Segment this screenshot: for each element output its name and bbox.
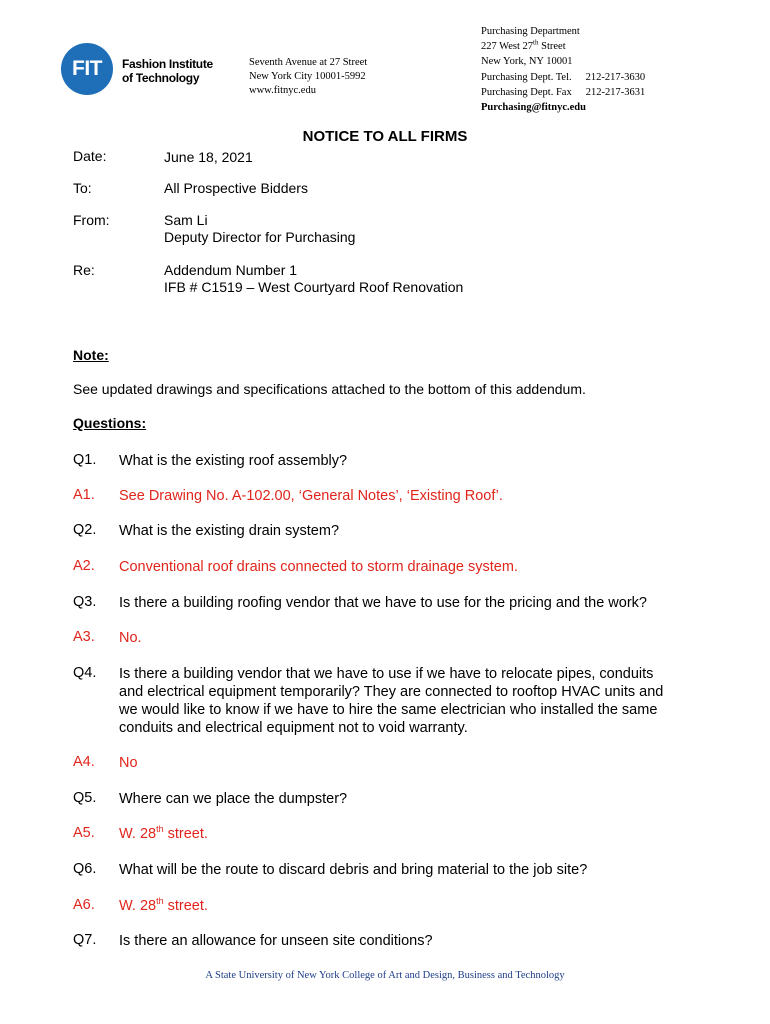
dept-street-suffix: th bbox=[533, 38, 539, 47]
a6-street-number: W. 28 bbox=[119, 898, 157, 914]
dept-street-name: Street bbox=[538, 41, 566, 53]
institution-name-line1: Fashion Institute bbox=[122, 57, 213, 71]
a6-street-name: street. bbox=[163, 898, 208, 914]
q4-label: Q4. bbox=[73, 665, 97, 681]
q6-label: Q6. bbox=[73, 861, 97, 877]
dept-tel bbox=[481, 70, 645, 85]
a5-street-suffix: th bbox=[156, 824, 164, 835]
institution-address bbox=[249, 56, 367, 98]
from-title: Deputy Director for Purchasing bbox=[164, 229, 356, 245]
dept-street-number: 227 West 27 bbox=[481, 41, 534, 53]
a3-text: No. bbox=[119, 630, 142, 646]
date-label: Date: bbox=[73, 148, 107, 164]
dept-fax-label: Purchasing Dept. Fax bbox=[481, 86, 572, 98]
date-value: June 18, 2021 bbox=[164, 149, 253, 165]
q5-text: Where can we place the dumpster? bbox=[119, 791, 348, 807]
a6-text bbox=[119, 897, 709, 915]
from-label: From: bbox=[73, 212, 110, 228]
footer-tagline: A State University of New York College of Art and Design, Business and Technology bbox=[205, 970, 565, 981]
q3-text: Is there a building roofing vendor that we have to use for the pricing and the work? bbox=[119, 595, 647, 611]
a4-label: A4. bbox=[73, 754, 95, 770]
q2-label: Q2. bbox=[73, 522, 97, 538]
address-website: www.fitnyc.edu bbox=[249, 85, 316, 96]
q7-text: Is there an allowance for unseen site conditions? bbox=[119, 933, 433, 949]
dept-name: Purchasing Department bbox=[481, 26, 580, 37]
logo-abbr: FIT bbox=[72, 57, 102, 80]
dept-city: New York, NY 10001 bbox=[481, 56, 573, 68]
dept-fax bbox=[481, 85, 645, 100]
notice-title: NOTICE TO ALL FIRMS bbox=[302, 128, 468, 145]
re-line1: Addendum Number 1 bbox=[164, 262, 298, 278]
institution-name bbox=[122, 57, 213, 85]
note-text: See updated drawings and specifications attached to the bottom of this addendum. bbox=[73, 381, 586, 397]
a5-text bbox=[119, 825, 709, 843]
q1-label: Q1. bbox=[73, 452, 97, 468]
q4-line3: we would like to know if we have to hire the same electrician who installed the same bbox=[119, 702, 658, 718]
dept-street bbox=[481, 39, 645, 54]
q7-label: Q7. bbox=[73, 932, 97, 948]
q3-label: Q3. bbox=[73, 594, 97, 610]
q1-text: What is the existing roof assembly? bbox=[119, 453, 348, 469]
purchasing-dept-contact bbox=[481, 24, 645, 115]
address-line2: New York City 10001-5992 bbox=[249, 71, 366, 82]
from-value bbox=[164, 212, 355, 246]
to-label: To: bbox=[73, 180, 92, 196]
a3-label: A3. bbox=[73, 629, 95, 645]
a1-label: A1. bbox=[73, 487, 95, 503]
q4-line4: conduits and electrical equipment not to void warranty. bbox=[119, 720, 468, 736]
a5-street-name: street. bbox=[163, 826, 208, 842]
questions-heading: Questions: bbox=[73, 415, 147, 431]
q2-text: What is the existing drain system? bbox=[119, 523, 340, 539]
a2-text: Conventional roof drains connected to storm drainage system. bbox=[119, 559, 518, 575]
a5-label: A5. bbox=[73, 825, 95, 841]
a6-label: A6. bbox=[73, 897, 95, 913]
dept-tel-number: 212-217-3630 bbox=[585, 71, 646, 83]
a2-label: A2. bbox=[73, 558, 95, 574]
q4-line2: and electrical equipment temporarily? They are connected to rooftop HVAC units and bbox=[119, 684, 664, 700]
re-label: Re: bbox=[73, 262, 95, 278]
dept-email: Purchasing@fitnyc.edu bbox=[481, 102, 586, 114]
a4-text: No bbox=[119, 755, 138, 771]
q4-line1: Is there a building vendor that we have to use if we have to relocate pipes, conduits bbox=[119, 666, 654, 682]
note-heading: Note: bbox=[73, 347, 109, 363]
re-line2: IFB # C1519 – West Courtyard Roof Renovation bbox=[164, 279, 464, 295]
a6-street-suffix: th bbox=[156, 896, 164, 907]
to-value: All Prospective Bidders bbox=[164, 180, 308, 196]
dept-tel-label: Purchasing Dept. Tel. bbox=[481, 71, 572, 83]
a5-street-number: W. 28 bbox=[119, 826, 157, 842]
dept-fax-number: 212-217-3631 bbox=[585, 86, 646, 98]
fit-logo-icon bbox=[61, 43, 113, 95]
q5-label: Q5. bbox=[73, 790, 97, 806]
from-name: Sam Li bbox=[164, 212, 208, 228]
q6-text: What will be the route to discard debris and bring material to the job site? bbox=[119, 862, 588, 878]
q4-text bbox=[119, 665, 709, 737]
institution-name-line2: of Technology bbox=[122, 71, 200, 85]
re-value bbox=[164, 262, 463, 296]
address-line1: Seventh Avenue at 27 Street bbox=[249, 57, 368, 68]
a1-text: See Drawing No. A-102.00, ‘General Notes’, ‘Existing Roof’. bbox=[119, 488, 503, 504]
